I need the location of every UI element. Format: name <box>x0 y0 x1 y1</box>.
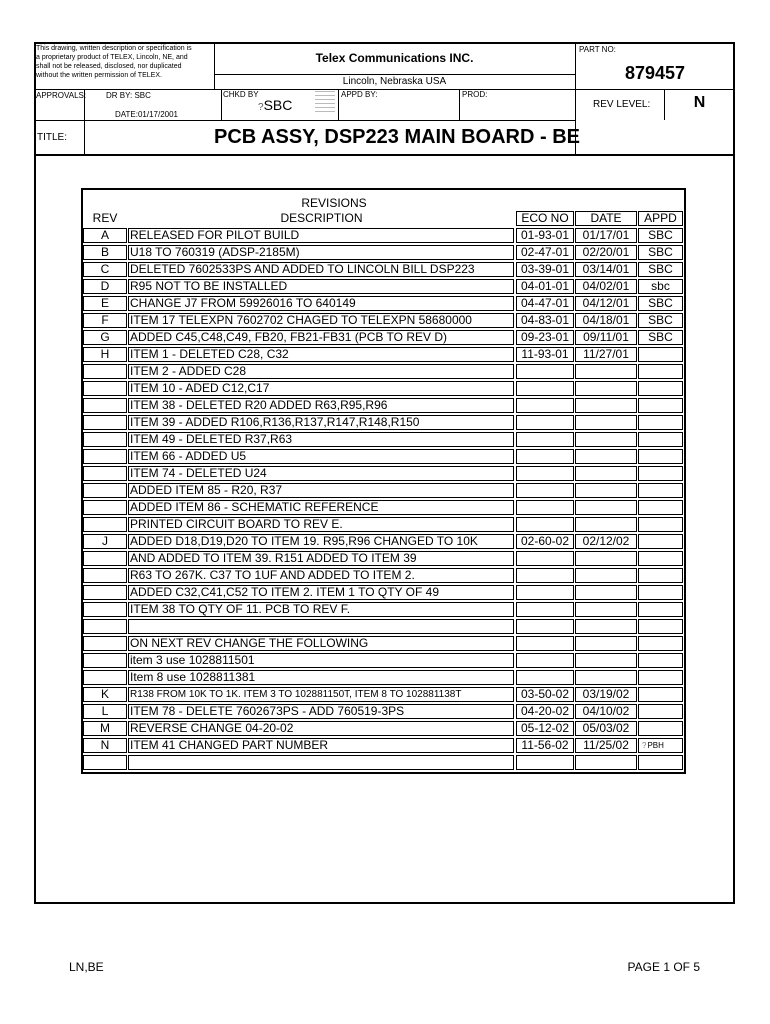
footer-left: LN,BE <box>69 960 104 974</box>
rev-cell: C <box>83 262 127 277</box>
eco-cell: 04-47-01 <box>516 296 574 311</box>
appd-cell <box>638 466 683 481</box>
rev-cell: D <box>83 279 127 294</box>
appd-cell <box>638 636 683 651</box>
revision-row <box>81 619 686 636</box>
description-cell: ADDED C32,C41,C52 TO ITEM 2. ITEM 1 TO QTY OF 49 <box>128 585 514 600</box>
appd-cell <box>638 432 683 447</box>
revision-row <box>81 330 686 347</box>
rev-cell: N <box>83 738 127 753</box>
description-cell: ADDED C45,C48,C49, FB20, FB21-FB31 (PCB TO REV D) <box>128 330 514 345</box>
date-cell: 11/27/01 <box>575 347 637 362</box>
eco-cell <box>516 500 574 515</box>
appd-cell: ?PBH <box>638 738 683 753</box>
footer-page-number: PAGE 1 OF 5 <box>627 960 700 974</box>
rev-cell: K <box>83 687 127 702</box>
revision-row <box>81 347 686 364</box>
appd-cell <box>638 602 683 617</box>
date-cell <box>575 755 637 770</box>
eco-cell: 09-23-01 <box>516 330 574 345</box>
column-header-rev: REV <box>92 211 118 225</box>
appd-cell <box>638 653 683 668</box>
appd-cell: SBC <box>638 228 683 243</box>
eco-cell <box>516 381 574 396</box>
revision-row <box>81 687 686 704</box>
appd-cell <box>638 755 683 770</box>
description-cell: ITEM 2 - ADDED C28 <box>128 364 514 379</box>
appd-cell: SBC <box>638 245 683 260</box>
description-cell: CHANGE J7 FROM 59926016 TO 640149 <box>128 296 514 311</box>
revisions-header-row <box>81 211 686 228</box>
date-cell <box>575 568 637 583</box>
date-cell <box>575 619 637 634</box>
date-cell: 04/02/01 <box>575 279 637 294</box>
revision-row <box>81 534 686 551</box>
date-cell <box>575 636 637 651</box>
rev-cell <box>83 585 127 600</box>
date-cell: 04/12/01 <box>575 296 637 311</box>
eco-cell <box>516 551 574 566</box>
revision-row <box>81 551 686 568</box>
eco-cell <box>516 483 574 498</box>
description-cell: ITEM 17 TELEXPN 7602702 CHAGED TO TELEXPN 58680000 <box>128 313 514 328</box>
company-name: Telex Communications INC. <box>315 51 474 65</box>
eco-cell <box>516 449 574 464</box>
column-header-date: DATE <box>575 211 637 226</box>
rev-cell <box>83 619 127 634</box>
revision-row <box>81 670 686 687</box>
rev-cell: B <box>83 245 127 260</box>
revisions-caption: REVISIONS <box>301 196 367 210</box>
date-cell <box>575 500 637 515</box>
column-header-appd: APPD <box>638 211 683 226</box>
eco-cell: 05-12-02 <box>516 721 574 736</box>
part-number: 879457 <box>624 63 686 83</box>
appd-cell <box>638 568 683 583</box>
notice-line: This drawing, written description or specification is <box>36 45 192 52</box>
appd-cell <box>638 483 683 498</box>
notice-line: a proprietary product of TELEX, Lincoln, NE, and <box>36 54 188 61</box>
revision-row <box>81 602 686 619</box>
rev-cell: F <box>83 313 127 328</box>
appd-cell: SBC <box>638 330 683 345</box>
rev-cell <box>83 381 127 396</box>
date-cell <box>575 653 637 668</box>
appd-cell <box>638 500 683 515</box>
drawn-by: DR BY: SBC <box>106 91 151 100</box>
appd-cell <box>638 619 683 634</box>
appd-cell: SBC <box>638 262 683 277</box>
title-block-divider <box>221 89 222 120</box>
description-cell: item 3 use 1028811501 <box>128 653 514 668</box>
rev-cell <box>83 653 127 668</box>
revision-row <box>81 500 686 517</box>
eco-cell <box>516 364 574 379</box>
date-cell: 04/18/01 <box>575 313 637 328</box>
date-cell: 09/11/01 <box>575 330 637 345</box>
description-cell: U18 TO 760319 (ADSP-2185M) <box>128 245 514 260</box>
revision-row <box>81 517 686 534</box>
date-cell: 11/25/02 <box>575 738 637 753</box>
appd-cell <box>638 534 683 549</box>
revision-row <box>81 449 686 466</box>
revision-row <box>81 721 686 738</box>
signature-stamp <box>315 91 335 115</box>
rev-cell: G <box>83 330 127 345</box>
description-cell: ITEM 74 - DELETED U24 <box>128 466 514 481</box>
appd-cell <box>638 381 683 396</box>
title-block-divider <box>34 154 735 156</box>
notice-line: shall not be released, disclosed, nor duplicated <box>36 63 182 70</box>
appd-cell: SBC <box>638 313 683 328</box>
column-header-description: DESCRIPTION <box>280 211 363 225</box>
rev-cell <box>83 415 127 430</box>
description-cell: PRINTED CIRCUIT BOARD TO REV E. <box>128 517 514 532</box>
revision-row <box>81 381 686 398</box>
date-cell <box>575 364 637 379</box>
rev-cell <box>83 551 127 566</box>
date-cell <box>575 432 637 447</box>
title-label: TITLE: <box>37 132 68 143</box>
rev-level-label: REV LEVEL: <box>593 99 651 110</box>
production-label: PROD: <box>462 90 488 99</box>
date-cell: 03/14/01 <box>575 262 637 277</box>
description-cell: Item 8 use 1028811381 <box>128 670 514 685</box>
revision-row <box>81 313 686 330</box>
date-cell <box>575 415 637 430</box>
rev-cell <box>83 517 127 532</box>
title-block-divider <box>338 89 339 120</box>
description-cell: ITEM 41 CHANGED PART NUMBER <box>128 738 514 753</box>
description-cell: ITEM 38 - DELETED R20 ADDED R63,R95,R96 <box>128 398 514 413</box>
company-location: Lincoln, Nebraska USA <box>342 76 447 87</box>
appd-cell <box>638 670 683 685</box>
rev-cell <box>83 364 127 379</box>
title-block-divider <box>214 74 575 75</box>
revision-row <box>81 228 686 245</box>
rev-cell <box>83 568 127 583</box>
title-block-divider <box>459 89 460 120</box>
eco-cell: 01-93-01 <box>516 228 574 243</box>
date-cell <box>575 670 637 685</box>
description-cell: ITEM 39 - ADDED R106,R136,R137,R147,R148,R150 <box>128 415 514 430</box>
appd-cell <box>638 704 683 719</box>
rev-cell <box>83 449 127 464</box>
date-cell <box>575 483 637 498</box>
rev-cell: L <box>83 704 127 719</box>
eco-cell: 03-39-01 <box>516 262 574 277</box>
title-block-divider <box>34 120 575 121</box>
eco-cell: 02-60-02 <box>516 534 574 549</box>
rev-cell: J <box>83 534 127 549</box>
signature-question-icon: ? <box>642 741 647 750</box>
date-cell <box>575 517 637 532</box>
eco-cell <box>516 415 574 430</box>
description-cell: DELETED 7602533PS AND ADDED TO LINCOLN BILL DSP223 <box>128 262 514 277</box>
appd-cell <box>638 364 683 379</box>
revision-row <box>81 432 686 449</box>
drawing-title: PCB ASSY, DSP223 MAIN BOARD - BE <box>214 126 580 148</box>
revision-row <box>81 415 686 432</box>
description-cell: ADDED ITEM 86 - SCHEMATIC REFERENCE <box>128 500 514 515</box>
rev-cell <box>83 670 127 685</box>
drawing-date: DATE:01/17/2001 <box>115 110 179 119</box>
rev-cell <box>83 483 127 498</box>
eco-cell <box>516 432 574 447</box>
eco-cell: 04-20-02 <box>516 704 574 719</box>
rev-cell <box>83 755 127 770</box>
eco-cell: 04-83-01 <box>516 313 574 328</box>
description-cell: ITEM 38 TO QTY OF 11. PCB TO REV F. <box>128 602 514 617</box>
appd-cell <box>638 721 683 736</box>
description-cell: REVERSE CHANGE 04-20-02 <box>128 721 514 736</box>
rev-cell: A <box>83 228 127 243</box>
description-cell: ON NEXT REV CHANGE THE FOLLOWING <box>128 636 514 651</box>
rev-cell <box>83 432 127 447</box>
notice-line: without the written permission of TELEX. <box>36 72 162 79</box>
eco-cell <box>516 636 574 651</box>
eco-cell <box>516 670 574 685</box>
description-cell: ITEM 66 - ADDED U5 <box>128 449 514 464</box>
revision-row <box>81 364 686 381</box>
date-cell: 01/17/01 <box>575 228 637 243</box>
revision-row <box>81 245 686 262</box>
revision-row <box>81 262 686 279</box>
date-cell: 02/12/02 <box>575 534 637 549</box>
eco-cell: 02-47-01 <box>516 245 574 260</box>
rev-cell <box>83 466 127 481</box>
description-cell: ADDED ITEM 85 - R20, R37 <box>128 483 514 498</box>
description-cell: ADDED D18,D19,D20 TO ITEM 19. R95,R96 CHANGED TO 10K <box>128 534 514 549</box>
checked-by-signature <box>258 97 292 113</box>
date-cell: 02/20/01 <box>575 245 637 260</box>
rev-cell: M <box>83 721 127 736</box>
part-no-label: PART NO: <box>579 45 616 54</box>
appd-cell: sbc <box>638 279 683 294</box>
eco-cell: 11-93-01 <box>516 347 574 362</box>
column-header-eco: ECO NO <box>516 211 574 226</box>
revision-row <box>81 279 686 296</box>
checked-by-label: CHKD BY <box>223 90 259 99</box>
date-cell <box>575 602 637 617</box>
rev-cell: E <box>83 296 127 311</box>
date-cell: 04/10/02 <box>575 704 637 719</box>
rev-cell <box>83 398 127 413</box>
eco-cell <box>516 517 574 532</box>
revision-row <box>81 704 686 721</box>
approved-by-label: APPD BY: <box>341 90 378 99</box>
title-block-divider <box>34 89 735 90</box>
checked-by-initials: SBC <box>263 97 293 113</box>
revision-row <box>81 755 686 772</box>
signature-question-icon: ? <box>258 102 264 113</box>
rev-cell <box>83 636 127 651</box>
date-cell <box>575 551 637 566</box>
date-cell <box>575 398 637 413</box>
appd-cell <box>638 398 683 413</box>
date-cell <box>575 466 637 481</box>
date-cell <box>575 381 637 396</box>
date-cell <box>575 585 637 600</box>
revision-row <box>81 636 686 653</box>
appd-cell <box>638 687 683 702</box>
proprietary-notice <box>36 44 212 80</box>
description-cell: R63 TO 267K. C37 TO 1UF AND ADDED TO ITEM 2. <box>128 568 514 583</box>
description-cell: RELEASED FOR PILOT BUILD <box>128 228 514 243</box>
revision-row <box>81 483 686 500</box>
rev-cell <box>83 602 127 617</box>
date-cell: 03/19/02 <box>575 687 637 702</box>
eco-cell <box>516 653 574 668</box>
revision-row <box>81 296 686 313</box>
eco-cell: 11-56-02 <box>516 738 574 753</box>
description-cell: ITEM 10 - ADED C12,C17 <box>128 381 514 396</box>
revision-row <box>81 398 686 415</box>
appd-cell <box>638 517 683 532</box>
eco-cell <box>516 398 574 413</box>
description-cell: AND ADDED TO ITEM 39. R151 ADDED TO ITEM 39 <box>128 551 514 566</box>
appd-cell <box>638 585 683 600</box>
rev-level-value: N <box>693 94 706 111</box>
eco-cell <box>516 568 574 583</box>
description-cell <box>128 755 514 770</box>
rev-cell: H <box>83 347 127 362</box>
appd-cell: SBC <box>638 296 683 311</box>
date-cell <box>575 449 637 464</box>
appd-cell <box>638 415 683 430</box>
revision-row <box>81 466 686 483</box>
description-cell: ITEM 1 - DELETED C28, C32 <box>128 347 514 362</box>
eco-cell: 03-50-02 <box>516 687 574 702</box>
eco-cell: 04-01-01 <box>516 279 574 294</box>
eco-cell <box>516 602 574 617</box>
appd-cell <box>638 347 683 362</box>
date-cell: 05/03/02 <box>575 721 637 736</box>
description-cell: R138 FROM 10K TO 1K. ITEM 3 TO 102881150T, ITEM 8 TO 102881138T <box>128 687 514 702</box>
rev-cell <box>83 500 127 515</box>
revision-row <box>81 653 686 670</box>
eco-cell <box>516 585 574 600</box>
description-cell: ITEM 49 - DELETED R37,R63 <box>128 432 514 447</box>
appd-cell <box>638 551 683 566</box>
revision-row <box>81 585 686 602</box>
revision-row <box>81 738 686 755</box>
approvals-label: APPROVALS: <box>36 91 87 100</box>
revision-row <box>81 568 686 585</box>
description-cell <box>128 619 514 634</box>
appd-cell <box>638 449 683 464</box>
eco-cell <box>516 466 574 481</box>
description-cell: R95 NOT TO BE INSTALLED <box>128 279 514 294</box>
eco-cell <box>516 755 574 770</box>
eco-cell <box>516 619 574 634</box>
description-cell: ITEM 78 - DELETE 7602673PS - ADD 760519-3PS <box>128 704 514 719</box>
